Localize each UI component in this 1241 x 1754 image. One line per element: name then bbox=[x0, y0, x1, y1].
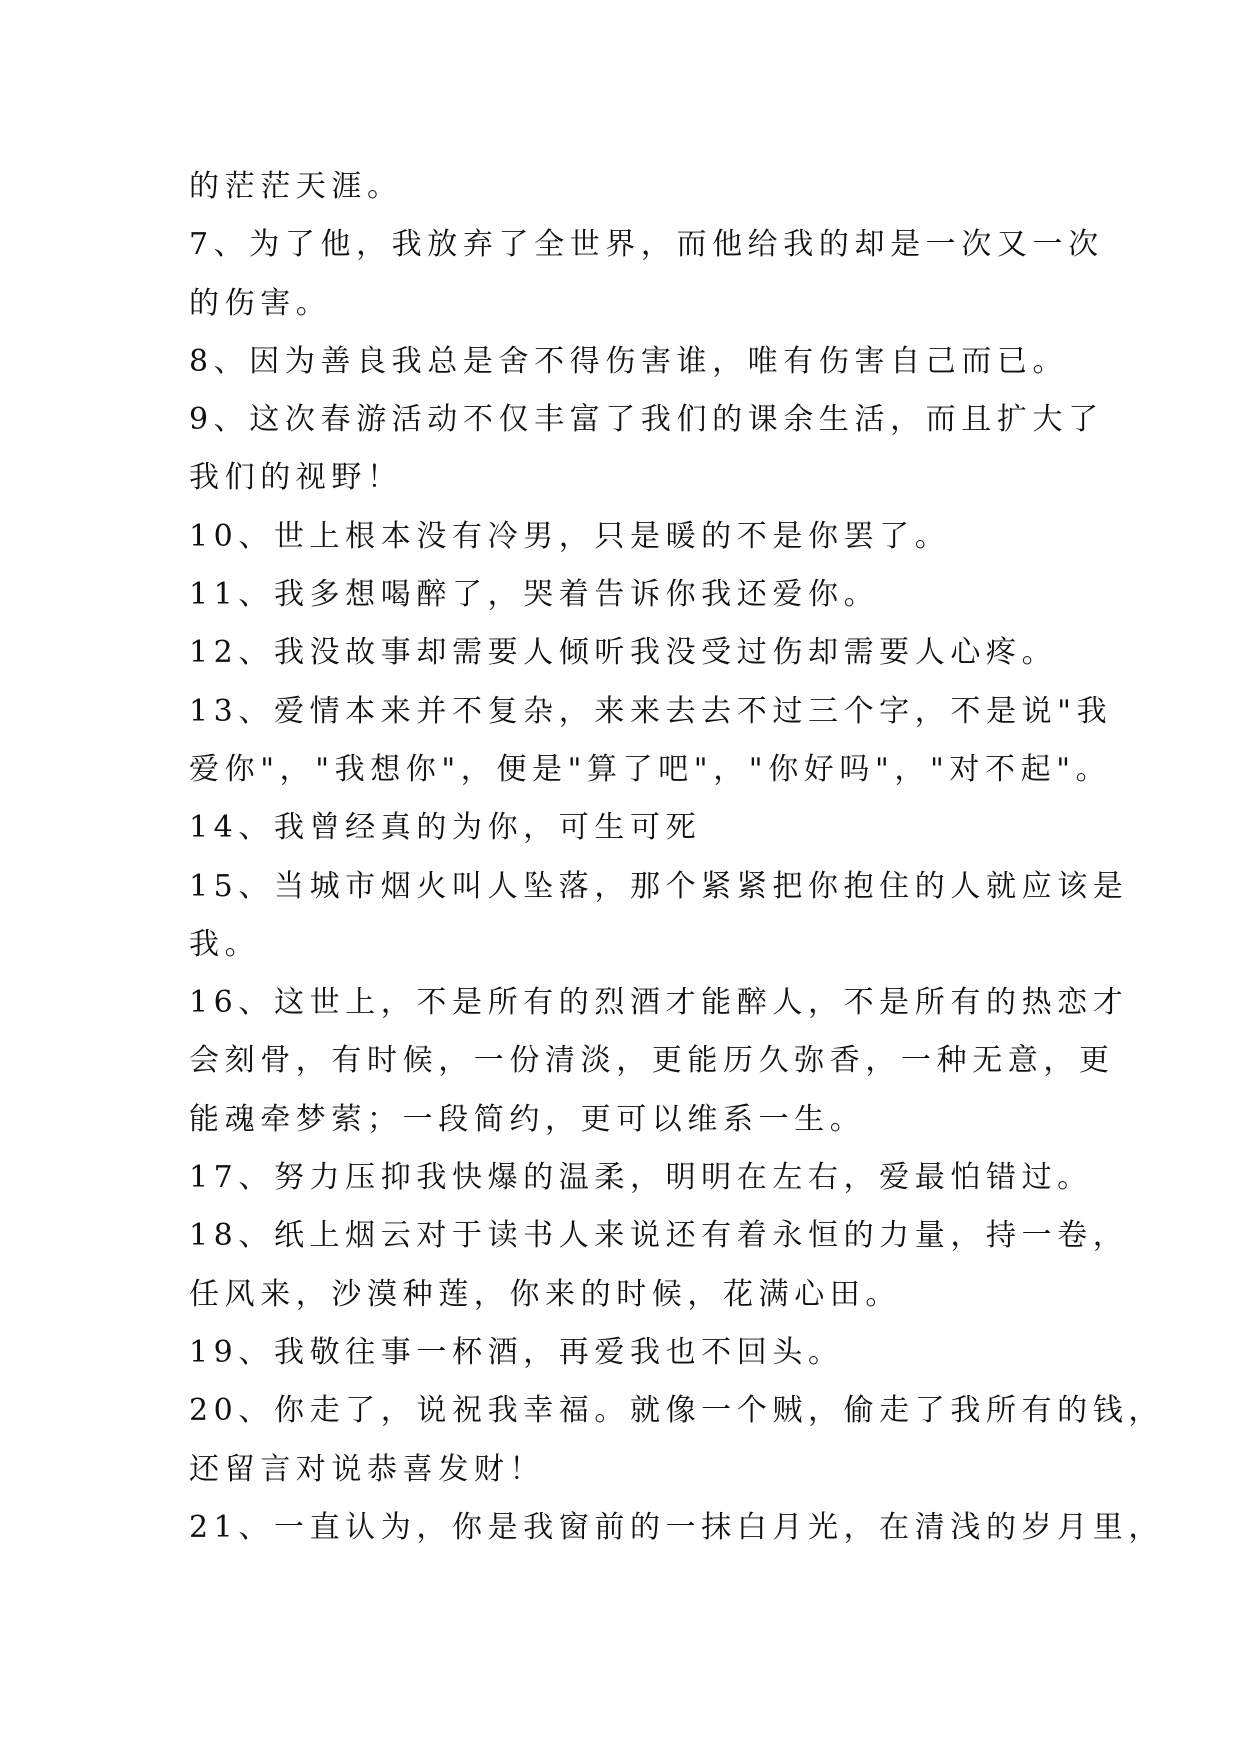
text-line: 会刻骨，有时候，一份清淡，更能历久弥香，一种无意，更 bbox=[189, 1043, 1115, 1079]
text-line: 8、因为善良我总是舍不得伤害谁，唯有伤害自己而已。 bbox=[189, 343, 1069, 379]
text-line: 16、这世上，不是所有的烈酒才能醉人，不是所有的热恋才 bbox=[189, 985, 1129, 1021]
text-line: 15、当城市烟火叫人坠落，那个紧紧把你抱住的人就应该是 bbox=[189, 868, 1129, 904]
text-line: 我。 bbox=[189, 926, 261, 962]
text-line: 11、我多想喝醉了，哭着告诉你我还爱你。 bbox=[189, 577, 880, 613]
text-line: 20、你走了，说祝我幸福。就像一个贼，偷走了我所有的钱， bbox=[189, 1393, 1164, 1429]
text-line: 还留言对说恭喜发财！ bbox=[189, 1451, 545, 1487]
text-line: 18、纸上烟云对于读书人来说还有着永恒的力量，持一卷， bbox=[189, 1218, 1129, 1254]
text-line: 12、我没故事却需要人倾听我没受过伤却需要人心疼。 bbox=[189, 635, 1058, 671]
text-line: 10、世上根本没有冷男，只是暖的不是你罢了。 bbox=[189, 518, 951, 554]
text-line: 17、努力压抑我快爆的温柔，明明在左右，爱最怕错过。 bbox=[189, 1160, 1093, 1196]
text-line: 爱你"，"我想你"，便是"算了吧"，"你好吗"，"对不起"。 bbox=[189, 751, 1112, 787]
text-line: 19、我敬往事一杯酒，再爱我也不回头。 bbox=[189, 1334, 844, 1370]
text-line: 任风来，沙漠种莲，你来的时候，花满心田。 bbox=[189, 1276, 901, 1312]
text-line: 7、为了他，我放弃了全世界，而他给我的却是一次又一次 bbox=[189, 227, 1104, 263]
text-line: 9、这次春游活动不仅丰富了我们的课余生活，而且扩大了 bbox=[189, 402, 1104, 438]
body-text bbox=[189, 158, 1164, 1557]
text-line: 21、一直认为，你是我窗前的一抹白月光，在清浅的岁月里， bbox=[189, 1509, 1164, 1545]
text-line: 我们的视野！ bbox=[189, 460, 403, 496]
text-line: 能魂牵梦萦；一段简约，更可以维系一生。 bbox=[189, 1101, 866, 1137]
text-line: 的茫茫天涯。 bbox=[189, 169, 403, 204]
text-line: 13、爱情本来并不复杂，来来去去不过三个字，不是说"我 bbox=[189, 693, 1113, 729]
text-line: 的伤害。 bbox=[189, 285, 332, 321]
text-line: 14、我曾经真的为你，可生可死 bbox=[189, 810, 702, 846]
